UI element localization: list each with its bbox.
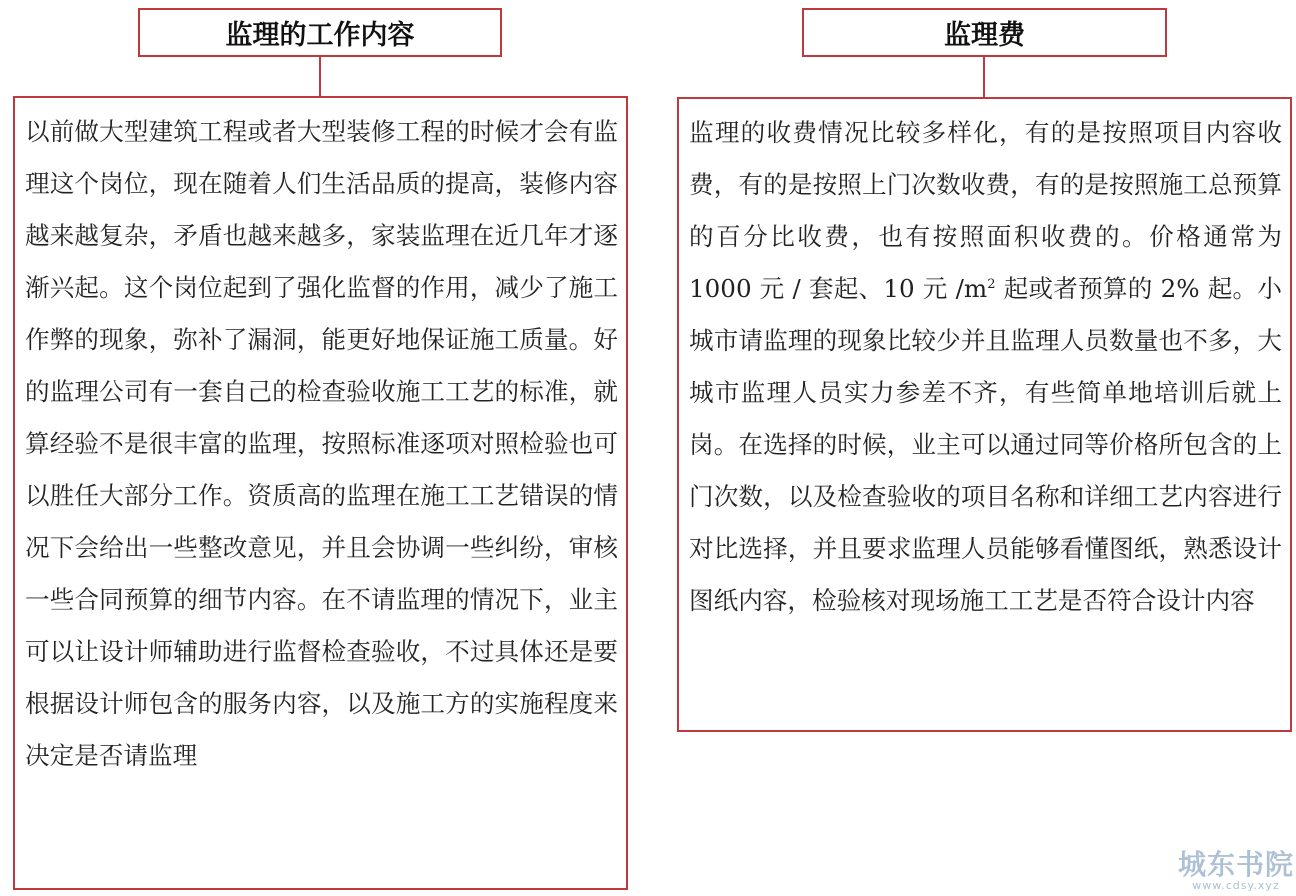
watermark-logo <box>1178 850 1294 892</box>
square-meter-superscript: 2 <box>987 276 996 292</box>
work-content-title-box <box>138 8 502 57</box>
supervision-fee-text-part2: 起或者预算的 2% 起。小城市请监理的现象比较少并且监理人员数量也不多，大城市监理人员实力参差不齐，有些简单地培训后就上岗。在选择的时候，业主可以通过同等价格所包含的上门次数，以及检查验收的项目名称和详细工艺内容进行对比选择，并且要求监理人员能够看懂图纸，熟悉设计图纸内容，检验核对现场施工工艺是否符合设计内容 <box>689 274 1282 615</box>
watermark-url-text: www.cdsy.xyz <box>1192 879 1280 892</box>
supervision-fee-paragraph <box>689 107 1282 627</box>
supervision-fee-title-box <box>802 8 1167 57</box>
supervision-fee-title: 监理费 <box>944 20 1025 51</box>
watermark-main-text: 城东书院 <box>1177 848 1294 881</box>
work-content-paragraph: 以前做大型建筑工程或者大型装修工程的时候才会有监理这个岗位，现在随着人们生活品质的提高，装修内容越来越复杂，矛盾也越来越多，家装监理在近几年才逐渐兴起。这个岗位起到了强化监督的作用，减少了施工作弊的现象，弥补了漏洞，能更好地保证施工质量。好的监理公司有一套自己的检查验收施工工艺的标准，就算经验不是很丰富的监理，按照标准逐项对照检验也可以胜任大部分工作。资质高的监理在施工工艺错误的情况下会给出一些整改意见，并且会协调一些纠纷，审核一些合同预算的细节内容。在不请监理的情况下，业主可以让设计师辅助进行监督检查验收，不过具体还是要根据设计师包含的服务内容，以及施工方的实施程度来决定是否请监理 <box>25 117 618 770</box>
supervision-fee-text-part1: 监理的收费情况比较多样化，有的是按照项目内容收费，有的是按照上门次数收费，有的是按照施工总预算的百分比收费，也有按照面积收费的。价格通常为 1000 元 / 套起、10 元 /m <box>689 118 1282 303</box>
supervision-fee-text-box <box>677 97 1292 732</box>
work-content-connector-line <box>319 57 321 97</box>
work-content-title: 监理的工作内容 <box>225 20 415 51</box>
work-content-text-box <box>13 96 628 890</box>
supervision-fee-connector-line <box>983 57 985 98</box>
